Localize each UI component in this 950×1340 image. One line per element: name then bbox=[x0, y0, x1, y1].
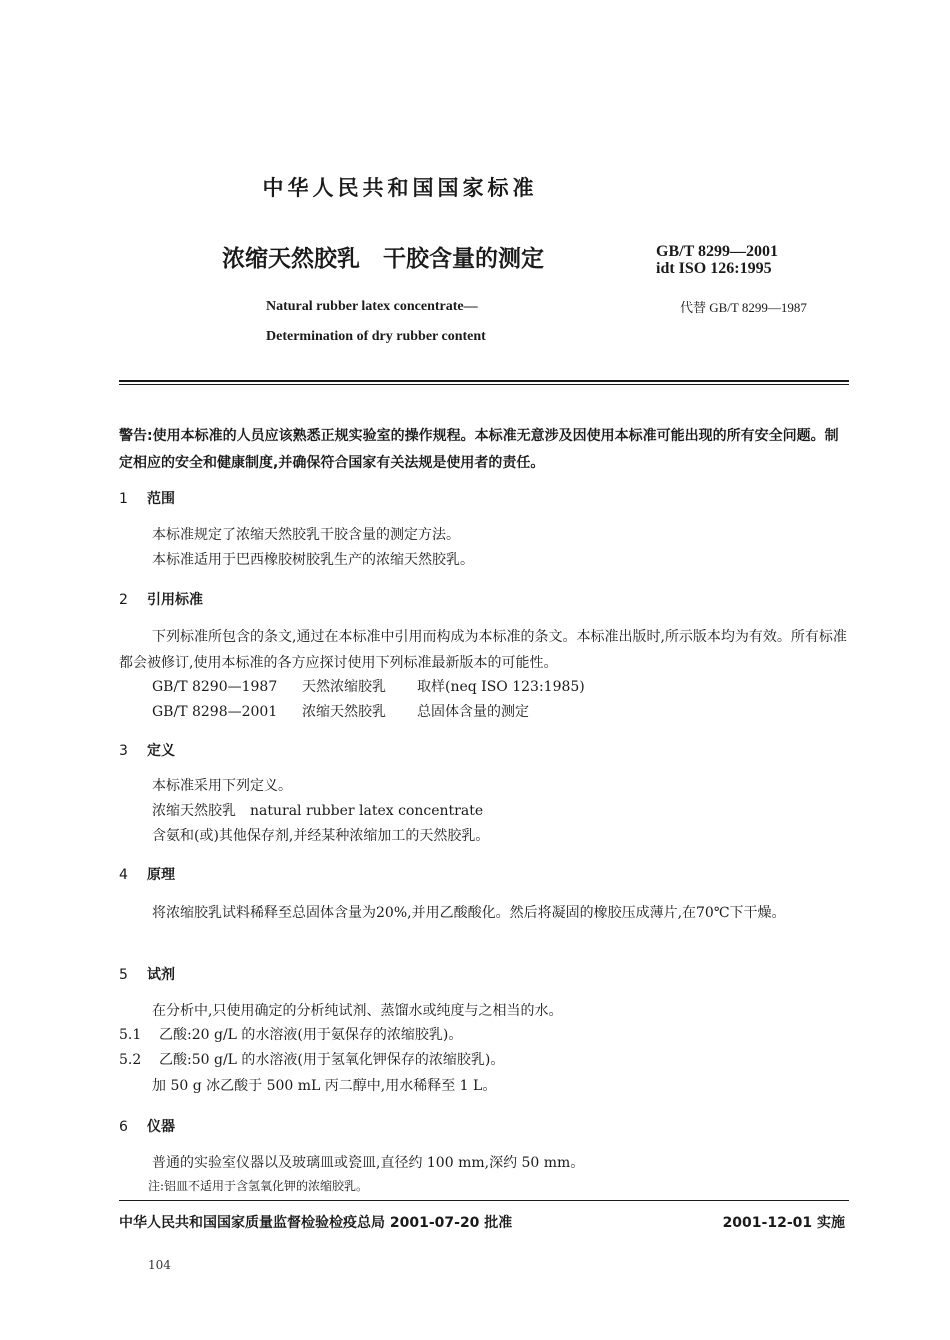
section-title: 试剂 bbox=[147, 967, 175, 983]
section-1-para-2: 本标准适用于巴西橡胶树胶乳生产的浓缩天然胶乳。 bbox=[152, 552, 474, 568]
clause-number: 5.1 bbox=[119, 1027, 142, 1043]
clause-number: 5.2 bbox=[119, 1052, 142, 1068]
section-3-heading bbox=[119, 740, 175, 760]
standard-code bbox=[656, 243, 778, 277]
section-6-note: 注:铝皿不适用于含氢氧化钾的浓缩胶乳。 bbox=[148, 1179, 369, 1193]
clause-text: 乙酸:50 g/L 的水溶液(用于氢氧化钾保存的浓缩胶乳)。 bbox=[159, 1052, 505, 1068]
footer-divider bbox=[119, 1200, 849, 1201]
page-number: 104 bbox=[148, 1258, 171, 1272]
en-title-line-2: Determination of dry rubber content bbox=[266, 329, 486, 344]
section-number: 2 bbox=[119, 592, 128, 608]
clause-5-2 bbox=[119, 1049, 504, 1069]
section-5-heading bbox=[119, 964, 175, 984]
section-number: 3 bbox=[119, 743, 128, 759]
ref-desc: 取样(neq ISO 123:1985) bbox=[417, 679, 585, 695]
clause-text: 乙酸:20 g/L 的水溶液(用于氨保存的浓缩胶乳)。 bbox=[159, 1027, 463, 1043]
approval-line: 中华人民共和国国家质量监督检验检疫总局 2001-07-20 批准 bbox=[119, 1215, 513, 1231]
section-6-heading bbox=[119, 1116, 175, 1136]
section-1-para-1: 本标准规定了浓缩天然胶乳干胶含量的测定方法。 bbox=[152, 527, 460, 543]
en-title-line-1: Natural rubber latex concentrate— bbox=[266, 299, 478, 314]
reference-row bbox=[152, 675, 585, 699]
reference-row bbox=[152, 700, 529, 724]
header-divider-thin bbox=[119, 384, 849, 385]
section-3-para-1: 本标准采用下列定义。 bbox=[152, 778, 292, 794]
section-3-definition: 含氨和(或)其他保存剂,并经某种浓缩加工的天然胶乳。 bbox=[152, 828, 490, 844]
clause-5-2-extra: 加 50 g 冰乙酸于 500 mL 丙二醇中,用水稀释至 1 L。 bbox=[152, 1078, 497, 1094]
section-4-heading bbox=[119, 864, 175, 884]
section-1-heading bbox=[119, 488, 175, 508]
section-number: 5 bbox=[119, 967, 128, 983]
replaces-note: 代替 GB/T 8299—1987 bbox=[680, 300, 807, 315]
section-3-term: 浓缩天然胶乳 natural rubber latex concentrate bbox=[152, 803, 484, 819]
ref-name: 天然浓缩胶乳 bbox=[302, 679, 386, 695]
clause-5-1 bbox=[119, 1024, 462, 1044]
section-title: 引用标准 bbox=[147, 592, 203, 608]
standard-code-idt: idt ISO 126:1995 bbox=[656, 260, 772, 277]
document-title-cn: 浓缩天然胶乳 干胶含量的测定 bbox=[222, 246, 544, 272]
section-4-para-1: 将浓缩胶乳试料稀释至总固体含量为20%,并用乙酸酸化。然后将凝固的橡胶压成薄片,在70℃下干燥。 bbox=[152, 905, 786, 921]
warning-paragraph: 警告:使用本标准的人员应该熟悉正规实验室的操作规程。本标准无意涉及因使用本标准可能出现的所有安全问题。制定相应的安全和健康制度,并确保符合国家有关法规是使用者的责任。 bbox=[119, 428, 839, 471]
ref-code: GB/T 8290—1987 bbox=[152, 679, 278, 695]
section-6-para-1: 普通的实验室仪器以及玻璃皿或瓷皿,直径约 100 mm,深约 50 mm。 bbox=[152, 1155, 585, 1171]
section-number: 1 bbox=[119, 491, 128, 507]
standard-title: 中华人民共和国国家标准 bbox=[262, 176, 538, 200]
header-divider bbox=[119, 380, 849, 382]
ref-desc: 总固体含量的测定 bbox=[417, 704, 529, 720]
section-2-heading bbox=[119, 589, 203, 609]
ref-name: 浓缩天然胶乳 bbox=[302, 704, 386, 720]
implementation-date: 2001-12-01 实施 bbox=[722, 1215, 845, 1231]
section-number: 6 bbox=[119, 1119, 128, 1135]
section-title: 仪器 bbox=[147, 1119, 175, 1135]
section-title: 定义 bbox=[147, 743, 175, 759]
standard-code-number: GB/T 8299—2001 bbox=[656, 243, 778, 260]
section-5-para-1: 在分析中,只使用确定的分析纯试剂、蒸馏水或纯度与之相当的水。 bbox=[152, 1003, 563, 1019]
section-2-para-1: 下列标准所包含的条文,通过在本标准中引用而构成为本标准的条文。本标准出版时,所示版本均为有效。所有标准都会被修订,使用本标准的各方应探讨使用下列标准最新版本的可能性。 bbox=[119, 629, 847, 671]
section-title: 原理 bbox=[147, 867, 175, 883]
section-number: 4 bbox=[119, 867, 128, 883]
document-title-en bbox=[266, 292, 486, 352]
section-title: 范围 bbox=[147, 491, 175, 507]
ref-code: GB/T 8298—2001 bbox=[152, 704, 278, 720]
